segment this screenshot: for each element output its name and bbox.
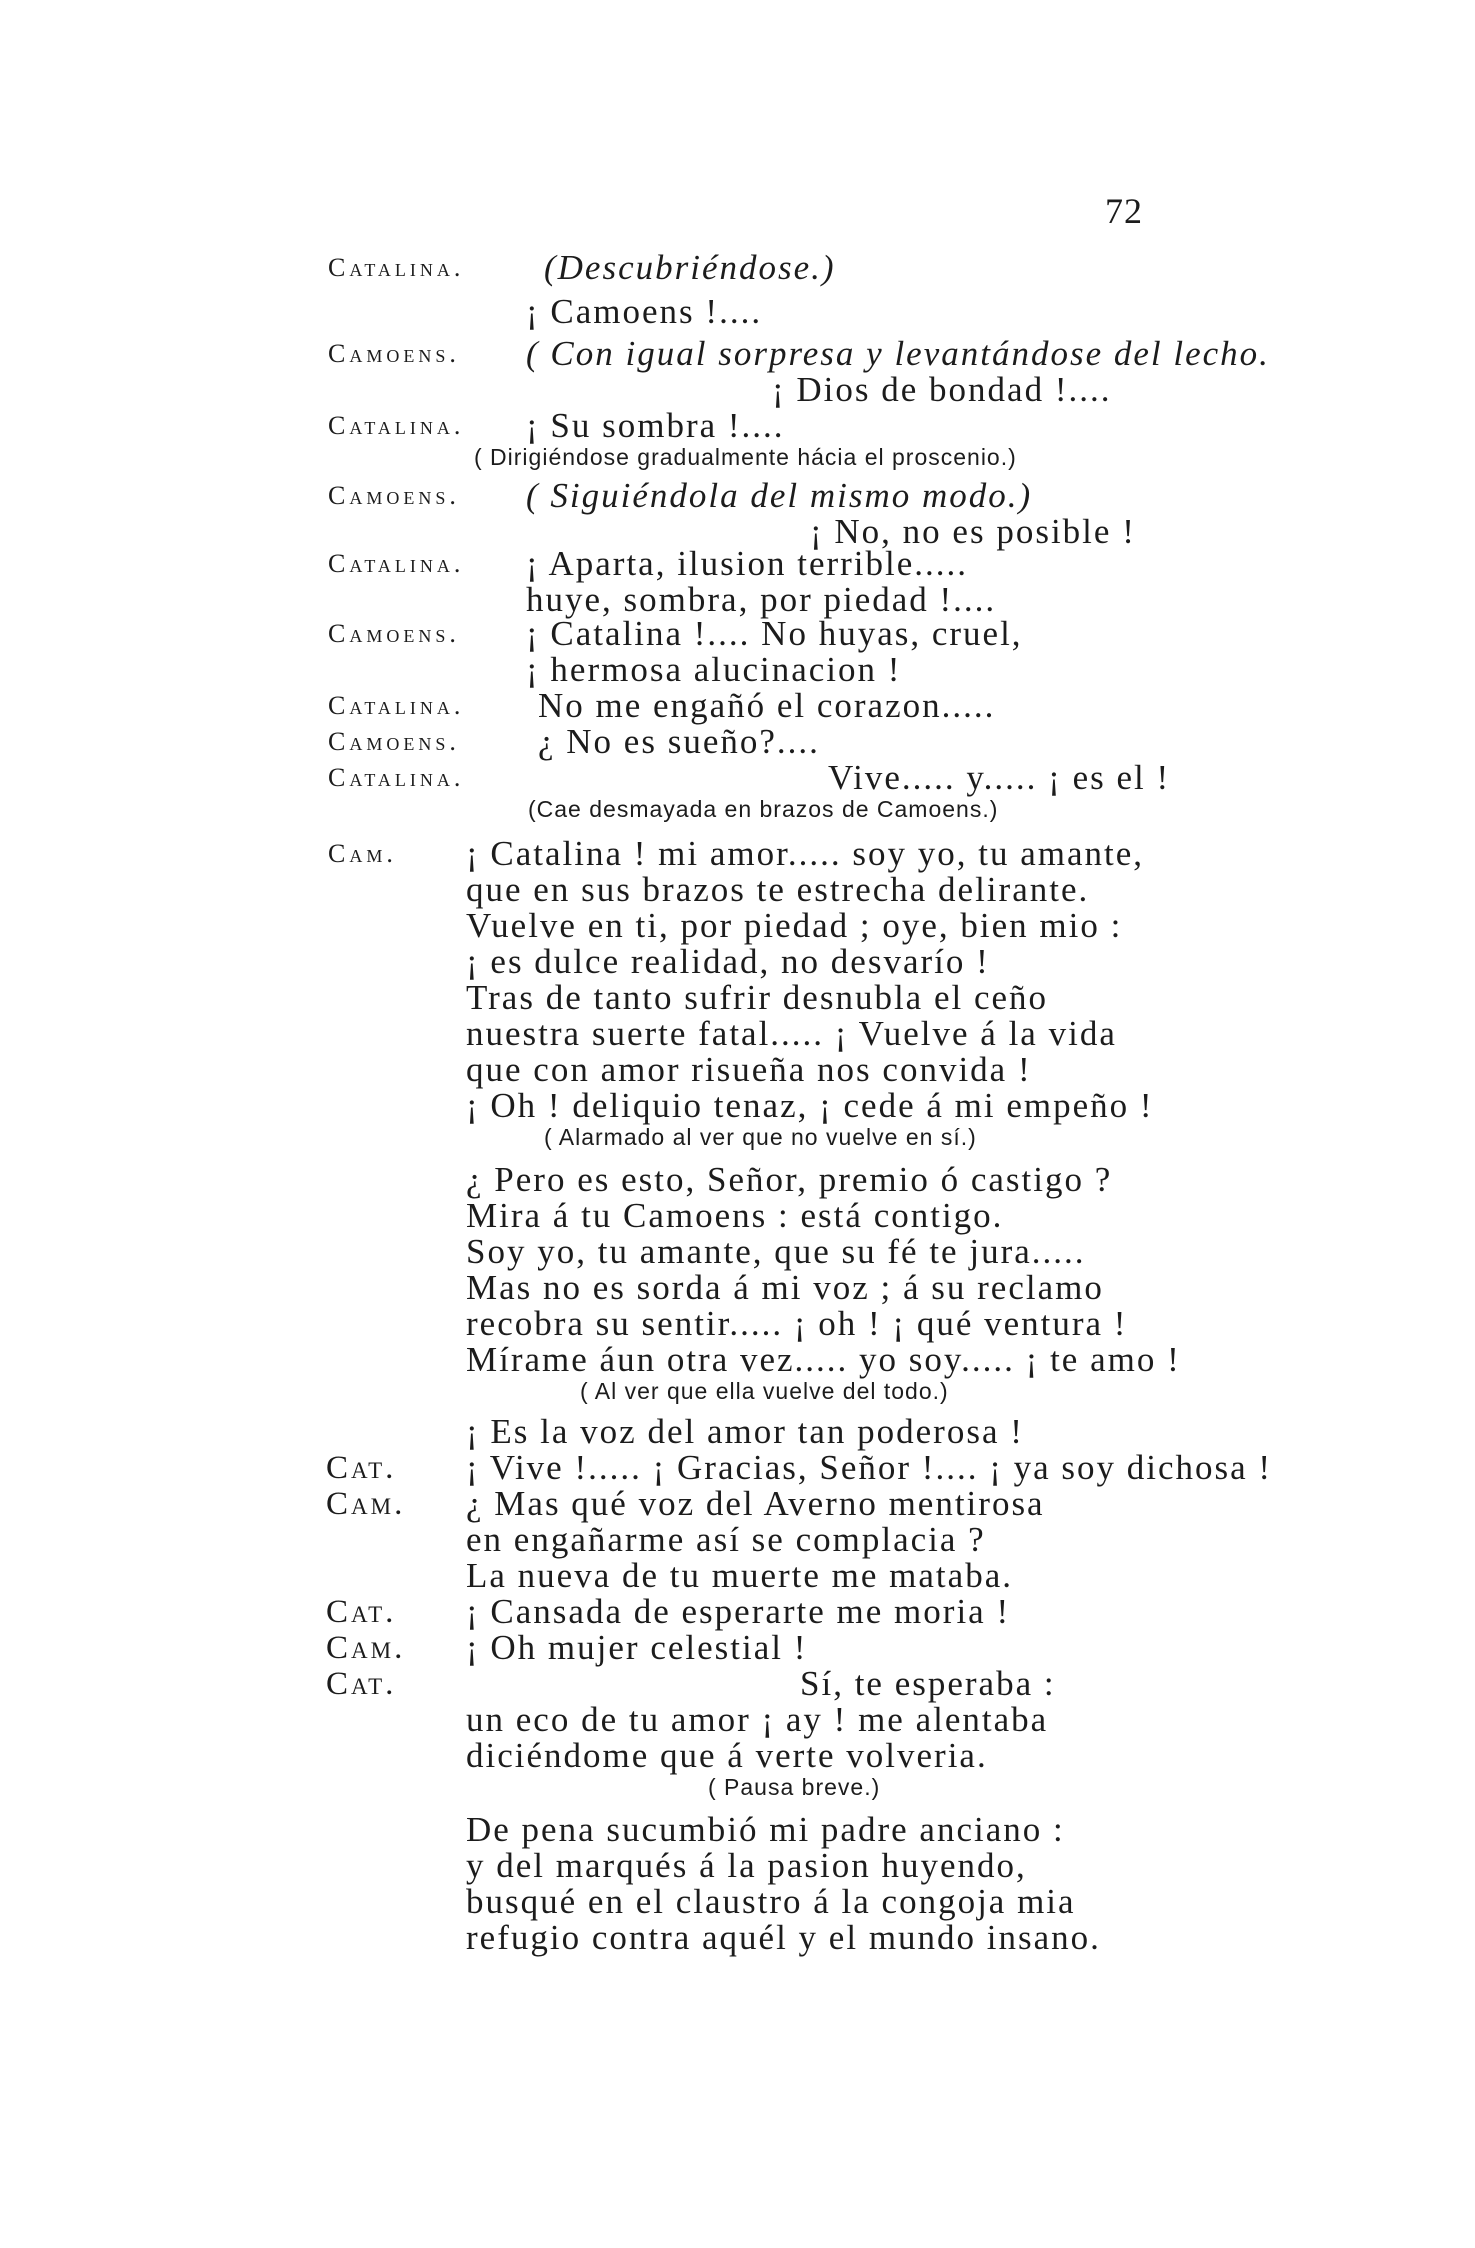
dialogue-line: un eco de tu amor ¡ ay ! me alentaba [466,1700,1049,1739]
dialogue-line: ¡ es dulce realidad, no desvarío ! [466,942,990,981]
dialogue-line: refugio contra aquél y el mundo insano. [466,1918,1101,1957]
dialogue-line: ¡ Camoens !.... [526,292,763,331]
speaker-label: Camoens. [328,619,460,648]
dialogue-line: huye, sombra, por piedad !.... [526,580,997,619]
dialogue-line: (Descubriéndose.) [544,248,836,287]
dialogue-line: ( Con igual sorpresa y levantándose del lecho. [526,334,1270,373]
speaker-label: Catalina. [328,763,465,792]
dialogue-line: ¡ Catalina ! mi amor..... soy yo, tu amante, [466,834,1145,873]
speaker-label: Catalina. [328,411,465,440]
speaker-label: Catalina. [328,253,465,282]
dialogue-line: ¡ Dios de bondad !.... [772,370,1112,409]
dialogue-line: ¡ Su sombra !.... [526,406,785,445]
dialogue-line: ¿ Mas qué voz del Averno mentirosa [466,1484,1045,1523]
dialogue-line: Sí, te esperaba : [800,1664,1056,1703]
stage-direction: (Cae desmayada en brazos de Camoens.) [528,796,999,822]
dialogue-line: ¿ Pero es esto, Señor, premio ó castigo ? [466,1160,1113,1199]
dialogue-line: No me engañó el corazon..... [538,686,996,725]
dialogue-line: ¡ Cansada de esperarte me moria ! [466,1592,1011,1631]
dialogue-line: Mírame áun otra vez..... yo soy..... ¡ te amo ! [466,1340,1181,1379]
dialogue-line: ¡ Oh ! deliquio tenaz, ¡ cede á mi empeño ! [466,1086,1154,1125]
dialogue-line: diciéndome que á verte volveria. [466,1736,988,1775]
stage-direction: ( Pausa breve.) [708,1774,881,1800]
speaker-label: Cat. [326,1666,397,1702]
speaker-label: Catalina. [328,549,465,578]
dialogue-line: ¡ Vive !..... ¡ Gracias, Señor !.... ¡ ya soy dichosa ! [466,1448,1273,1487]
dialogue-line: ¡ hermosa alucinacion ! [526,650,902,689]
speaker-label: Cam. [326,1486,406,1522]
dialogue-line: Mas no es sorda á mi voz ; á su reclamo [466,1268,1104,1307]
dialogue-line: recobra su sentir..... ¡ oh ! ¡ qué ventura ! [466,1304,1128,1343]
dialogue-line: ( Siguiéndola del mismo modo.) [526,476,1033,515]
dialogue-line: nuestra suerte fatal..... ¡ Vuelve á la vida [466,1014,1117,1053]
stage-direction: ( Dirigiéndose gradualmente hácia el proscenio.) [474,444,1017,470]
dialogue-line: ¡ Es la voz del amor tan poderosa ! [466,1412,1024,1451]
dialogue-line: busqué en el claustro á la congoja mia [466,1882,1076,1921]
speaker-label: Cat. [326,1594,397,1630]
stage-direction: ( Alarmado al ver que no vuelve en sí.) [544,1124,977,1150]
dialogue-line: Tras de tanto sufrir desnubla el ceño [466,978,1049,1017]
dialogue-line: Vuelve en ti, por piedad ; oye, bien mio : [466,906,1123,945]
dialogue-line: La nueva de tu muerte me mataba. [466,1556,1013,1595]
dialogue-line: ¡ Oh mujer celestial ! [466,1628,808,1667]
dialogue-line: y del marqués á la pasion huyendo, [466,1846,1027,1885]
dialogue-line: que con amor risueña nos convida ! [466,1050,1032,1089]
dialogue-line: ¡ No, no es posible ! [810,512,1136,551]
page-number: 72 [1105,191,1143,231]
speaker-label: Camoens. [328,339,460,368]
dialogue-line: en engañarme así se complacia ? [466,1520,986,1559]
dialogue-line: que en sus brazos te estrecha delirante. [466,870,1090,909]
speaker-label: Camoens. [328,727,460,756]
dialogue-line: ¡ Catalina !.... No huyas, cruel, [526,614,1023,653]
speaker-label: Cam. [326,1630,406,1666]
speaker-label: Cam. [328,839,397,868]
dialogue-line: Mira á tu Camoens : está contigo. [466,1196,1004,1235]
dialogue-line: ¿ No es sueño?.... [538,722,820,761]
speaker-label: Cat. [326,1450,397,1486]
speaker-label: Catalina. [328,691,465,720]
dialogue-line: De pena sucumbió mi padre anciano : [466,1810,1065,1849]
stage-direction: ( Al ver que ella vuelve del todo.) [580,1378,949,1404]
speaker-label: Camoens. [328,481,460,510]
dialogue-line: Vive..... y..... ¡ es el ! [828,758,1171,797]
dialogue-line: Soy yo, tu amante, que su fé te jura..... [466,1232,1086,1271]
dialogue-line: ¡ Aparta, ilusion terrible..... [526,544,969,583]
